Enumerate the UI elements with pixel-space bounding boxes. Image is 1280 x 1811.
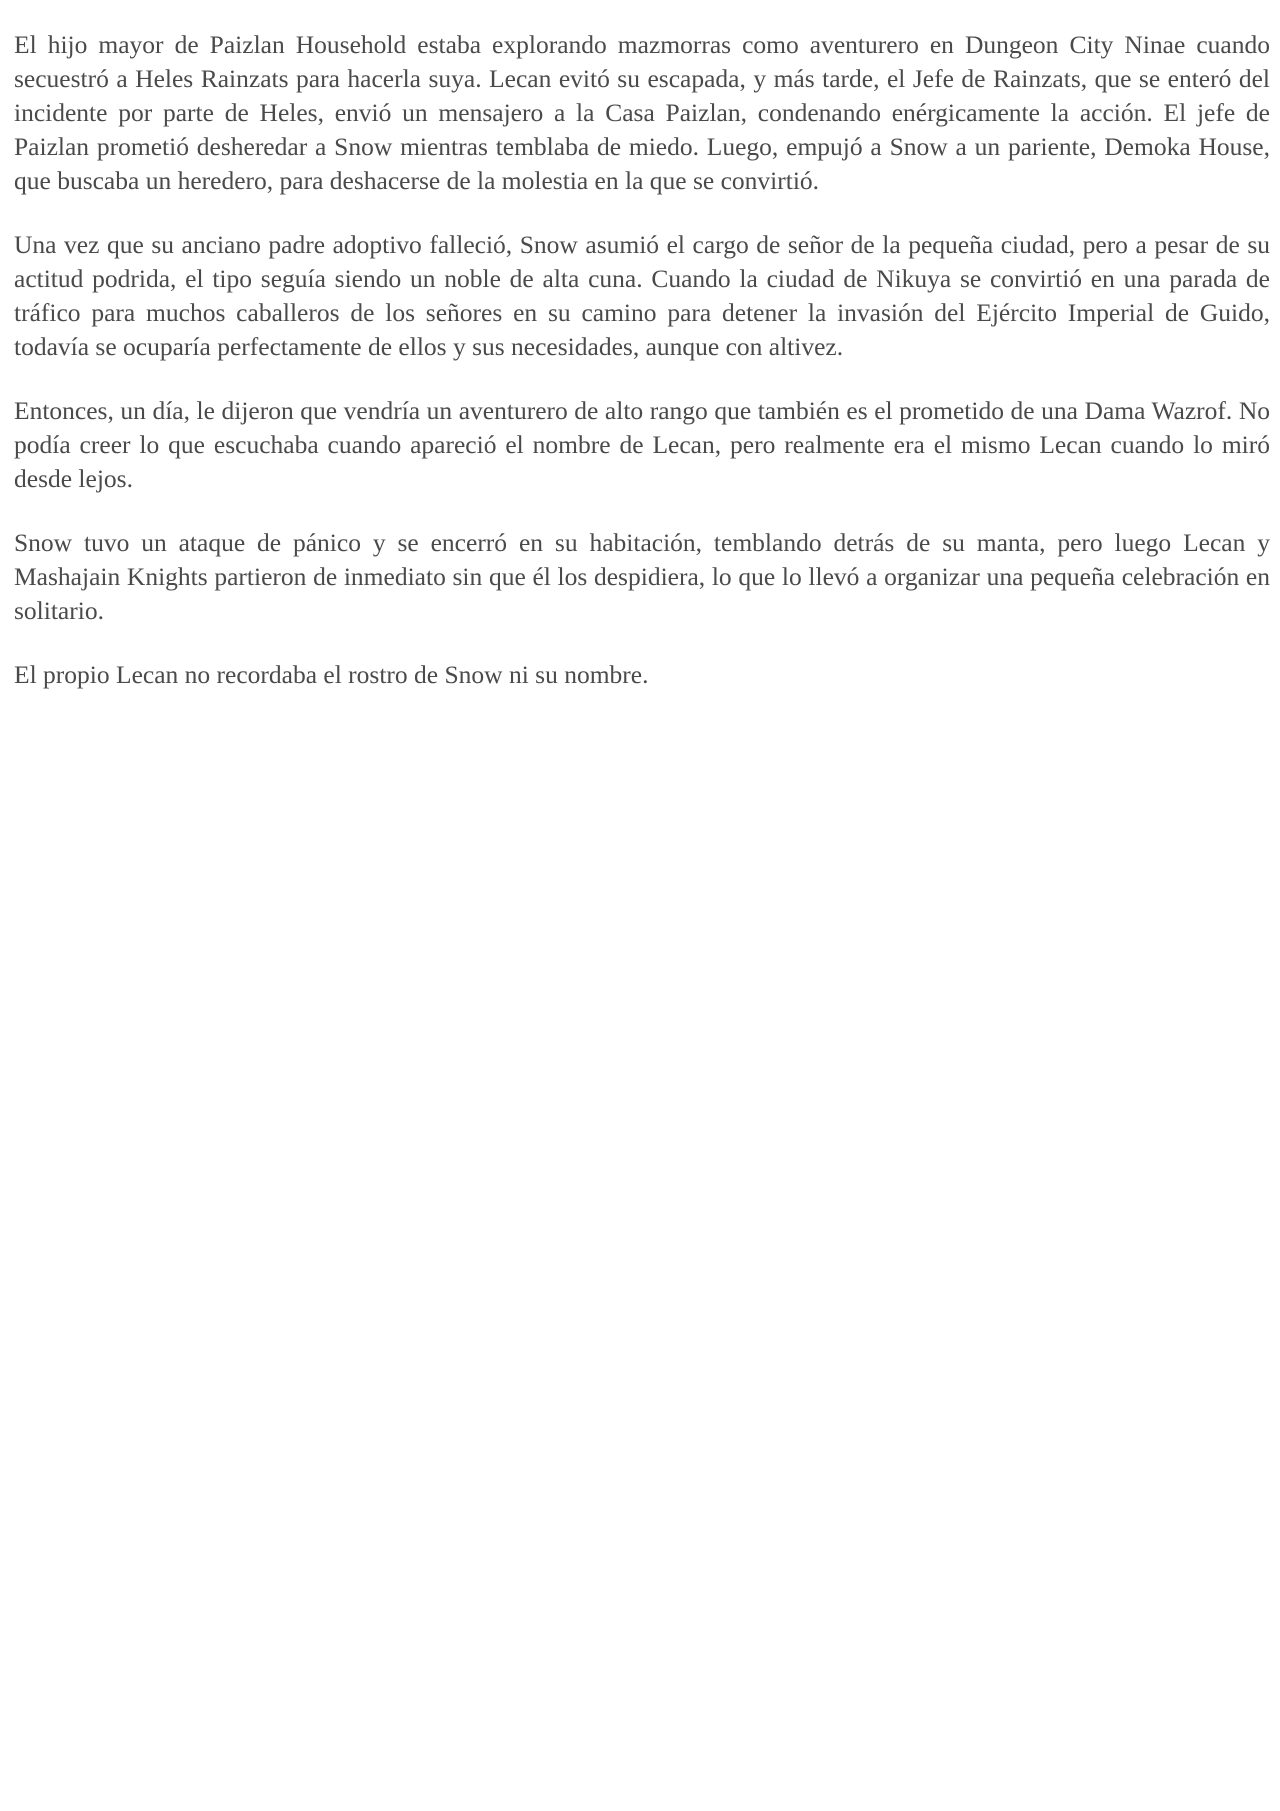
paragraph-3: Entonces, un día, le dijeron que vendría un aventurero de alto rango que también es el prometido de una Dama Wazrof. No podía creer lo que escuchaba cuando apareció el nombre de Lecan, pero realmente era el mismo Lecan cuando lo miró desde lejos. bbox=[14, 396, 1270, 493]
document-body bbox=[14, 28, 1270, 722]
paragraph-2: Una vez que su anciano padre adoptivo falleció, Snow asumió el cargo de señor de la pequeña ciudad, pero a pesar de su actitud podrida, el tipo seguía siendo un noble de alta cuna. Cuando la ciudad de Nikuya se convirtió en una parada de tráfico para muchos caballeros de los señores en su camino para detener la invasión del Ejército Imperial de Guido, todavía se ocuparía perfectamente de ellos y sus necesidades, aunque con altivez. bbox=[14, 230, 1270, 361]
paragraph-4: Snow tuvo un ataque de pánico y se encerró en su habitación, temblando detrás de su manta, pero luego Lecan y Mashajain Knights partieron de inmediato sin que él los despidiera, lo que lo llevó a organizar una pequeña celebración en solitario. bbox=[14, 528, 1270, 625]
paragraph-5: El propio Lecan no recordaba el rostro de Snow ni su nombre. bbox=[14, 660, 649, 689]
paragraph-1: El hijo mayor de Paizlan Household estaba explorando mazmorras como aventurero en Dungeon City Ninae cuando secuestró a Heles Rainzats para hacerla suya. Lecan evitó su escapada, y más tarde, el Jefe de Rainzats, que se enteró del incidente por parte de Heles, envió un mensajero a la Casa Paizlan, condenando enérgicamente la acción. El jefe de Paizlan prometió desheredar a Snow mientras temblaba de miedo. Luego, empujó a Snow a un pariente, Demoka House, que buscaba un heredero, para deshacerse de la molestia en la que se convirtió. bbox=[14, 30, 1270, 195]
